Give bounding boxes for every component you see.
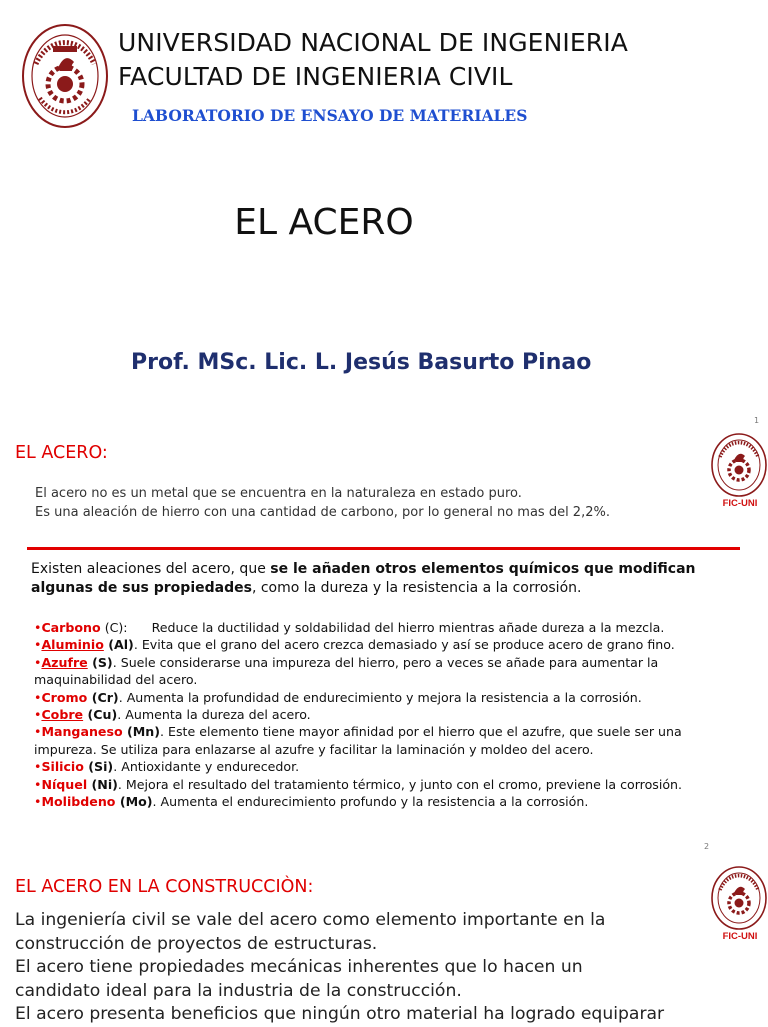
element-symbol: (Si) [83,759,114,775]
faculty-name: FACULTAD DE INGENIERIA CIVIL [118,62,513,91]
bullet-icon: • [34,794,42,810]
page-number: 1 [754,416,760,425]
list-item [34,758,739,775]
element-name: Carbono [41,620,101,635]
divider [27,547,740,550]
element-desc: . Suele considerarse una impureza del hierro, pero a veces se añade para aumentar la maquinabilidad del acero. [34,654,659,688]
fic-uni-label: FIC-UNI [722,498,758,509]
element-name: Manganeso [41,724,123,740]
element-name: Aluminio [41,637,104,653]
bullet-icon: • [34,759,42,775]
element-desc: . Mejora el resultado del tratamiento térmico, y junto con el cromo, previene la corrosión. [117,776,683,792]
element-name: Cromo [41,689,88,705]
list-item [34,689,739,706]
element-name: Silicio [41,759,84,775]
intro-line: El acero no es un metal que se encuentra en la naturaleza en estado puro. [35,486,522,501]
body-line: construcción de proyectos de estructuras. [15,933,378,954]
fic-uni-label: FIC-UNI [722,931,758,942]
element-desc: Reduce la ductilidad y soldabilidad del hierro mientras añade dureza a la mezcla. [127,620,665,635]
page-title: EL ACERO [234,202,414,243]
fic-uni-logo [711,866,768,942]
element-name: Cobre [41,707,84,723]
bullet-icon: • [34,654,42,670]
element-symbol: (S) [87,654,113,670]
bullet-icon: • [34,620,42,635]
list-item [34,636,739,653]
list-item [34,723,739,758]
element-symbol: (Mo) [115,794,153,810]
bullet-icon: • [34,707,42,723]
element-symbol: (Ni) [87,776,118,792]
fic-uni-logo [711,433,768,509]
element-name: Molibdeno [41,794,116,810]
header-titles [118,26,628,94]
element-symbol: (Cr) [87,689,119,705]
seal-icon [711,866,767,930]
body-line: El acero tiene propiedades mecánicas inherentes que lo hacen un [15,957,583,977]
bullet-icon: • [34,776,42,792]
para-text: , como la dureza y la resistencia a la corrosión. [251,579,582,596]
element-name: Níquel [41,776,88,792]
body-line: La ingeniería civil se vale del acero como elemento importante en la [15,910,606,930]
element-desc: . Este elemento tiene mayor afinidad por el hierro que el azufre, que suele ser una impureza. Se utiliza para enlazarse al azufre y facilitar la laminación y moldeo del acero. [34,724,682,757]
element-desc: . Antioxidante y endurecedor. [113,759,300,775]
element-list [34,619,739,810]
intro-line: Es una aleación de hierro con una cantidad de carbono, por lo general no mas del 2,2%. [35,505,610,520]
bullet-icon: • [34,637,42,653]
para-text: Existen aleaciones del acero, que [31,561,271,577]
element-symbol: (Mn) [122,724,161,740]
alloy-paragraph [31,560,731,597]
list-item [34,776,739,793]
university-name: UNIVERSIDAD NACIONAL DE INGENIERIA [118,28,628,57]
uni-seal-logo [22,24,108,128]
section-heading: EL ACERO EN LA CONSTRUCCIÒN: [15,877,314,897]
element-desc: . Aumenta la profundidad de endurecimiento y mejora la resistencia a la corrosión. [118,689,642,705]
bullet-icon: • [34,689,42,705]
element-symbol: (Al) [103,637,134,653]
list-item [34,793,739,810]
lab-name: LABORATORIO DE ENSAYO DE MATERIALES [132,106,528,125]
list-item [34,654,739,689]
list-item [34,706,739,723]
element-desc: . Evita que el grano del acero crezca demasiado y así se produce acero de grano fino. [133,637,675,653]
element-name: Azufre [41,654,88,670]
element-desc: . Aumenta el endurecimiento profundo y la resistencia a la corrosión. [152,794,589,810]
seal-icon [711,433,767,497]
body-line: El acero presenta beneficios que ningún otro material ha logrado equiparar [15,1004,665,1024]
para-bold: se le añaden otros elementos químicos que modifican algunas de sus propiedades [31,561,696,596]
list-item [34,619,739,636]
page-number: 2 [704,842,710,851]
intro-text [35,484,610,522]
section-heading: EL ACERO: [15,443,108,463]
body-line: candidato ideal para la industria de la construcción. [15,980,462,1001]
element-desc: . Aumenta la dureza del acero. [117,707,311,723]
element-symbol: (C): [100,620,128,635]
bullet-icon: • [34,724,42,740]
construction-text [15,909,715,1027]
professor-name: Prof. MSc. Lic. L. Jesús Basurto Pinao [131,350,592,375]
element-symbol: (Cu) [83,707,118,723]
